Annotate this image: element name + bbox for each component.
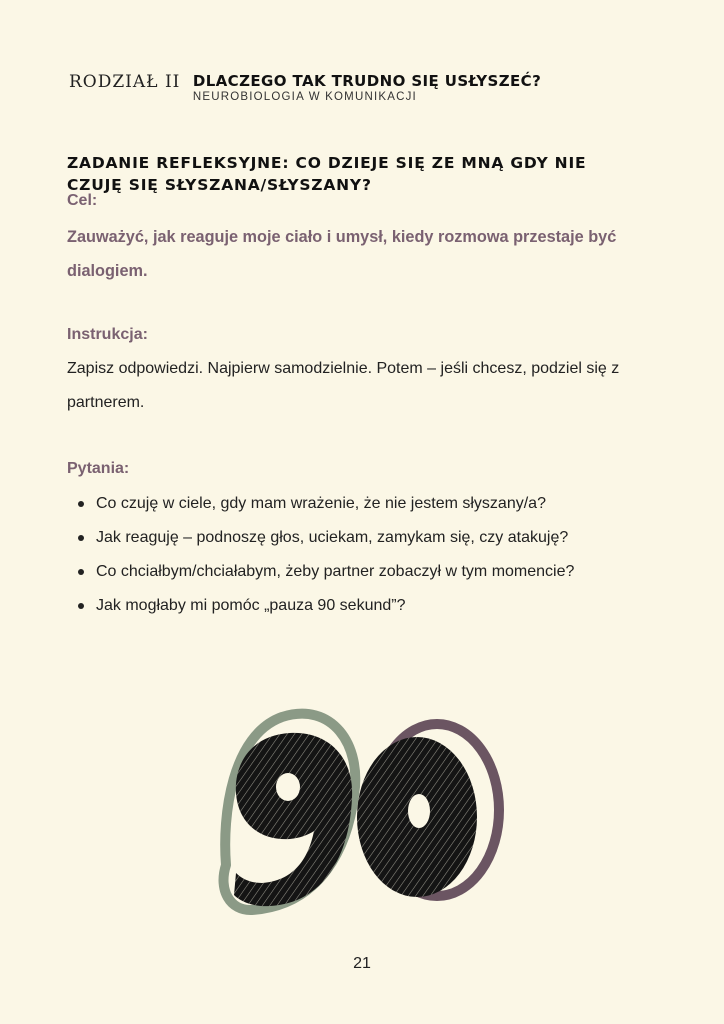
task-title: ZADANIE REFLEKSYJNE: CO DZIEJE SIĘ ZE MNĄ GDY NIE CZUJĘ SIĘ SŁYSZANA/SŁYSZANY? bbox=[67, 154, 587, 194]
list-item bbox=[67, 555, 667, 589]
list-item bbox=[67, 589, 667, 623]
chapter-title: DLACZEGO TAK TRUDNO SIĘ USŁYSZEĆ? bbox=[192, 72, 542, 90]
bullet-icon bbox=[78, 535, 84, 541]
questions-list bbox=[67, 487, 667, 623]
bullet-icon bbox=[78, 569, 84, 575]
instruction-label: Instrukcja: bbox=[67, 326, 148, 343]
digits-90-icon bbox=[212, 705, 512, 920]
header-title-block bbox=[193, 72, 541, 104]
zero-digit bbox=[357, 737, 477, 897]
question-text: Co czuję w ciele, gdy mam wrażenie, że nie jestem słyszany/a? bbox=[96, 495, 546, 512]
chapter-label: RODZIAŁ II bbox=[69, 72, 181, 92]
pause-90-illustration bbox=[212, 705, 512, 925]
question-text: Jak reaguję – podnoszę głos, uciekam, zamykam się, czy atakuję? bbox=[96, 529, 569, 546]
list-item bbox=[67, 521, 667, 555]
bullet-icon bbox=[78, 603, 84, 609]
list-item bbox=[67, 487, 667, 521]
question-text: Co chciałbym/chciałabym, żeby partner zobaczył w tym momencie? bbox=[96, 563, 575, 580]
chapter-header bbox=[69, 72, 541, 104]
question-text: Jak mogłaby mi pomóc „pauza 90 sekund”? bbox=[96, 597, 406, 614]
bullet-icon bbox=[78, 501, 84, 507]
chapter-subtitle: NEUROBIOLOGIA W KOMUNIKACJI bbox=[192, 91, 417, 103]
page-number: 21 bbox=[353, 955, 371, 972]
instruction-text: Zapisz odpowiedzi. Najpierw samodzielnie. Potem – jeśli chcesz, podziel się z partnerem. bbox=[67, 360, 620, 411]
questions-label: Pytania: bbox=[67, 460, 130, 477]
nine-digit bbox=[234, 733, 352, 906]
goal-label: Cel: bbox=[67, 192, 98, 209]
goal-text: Zauważyć, jak reaguje moje ciało i umysł, kiedy rozmowa przestaje być dialogiem. bbox=[67, 228, 617, 280]
